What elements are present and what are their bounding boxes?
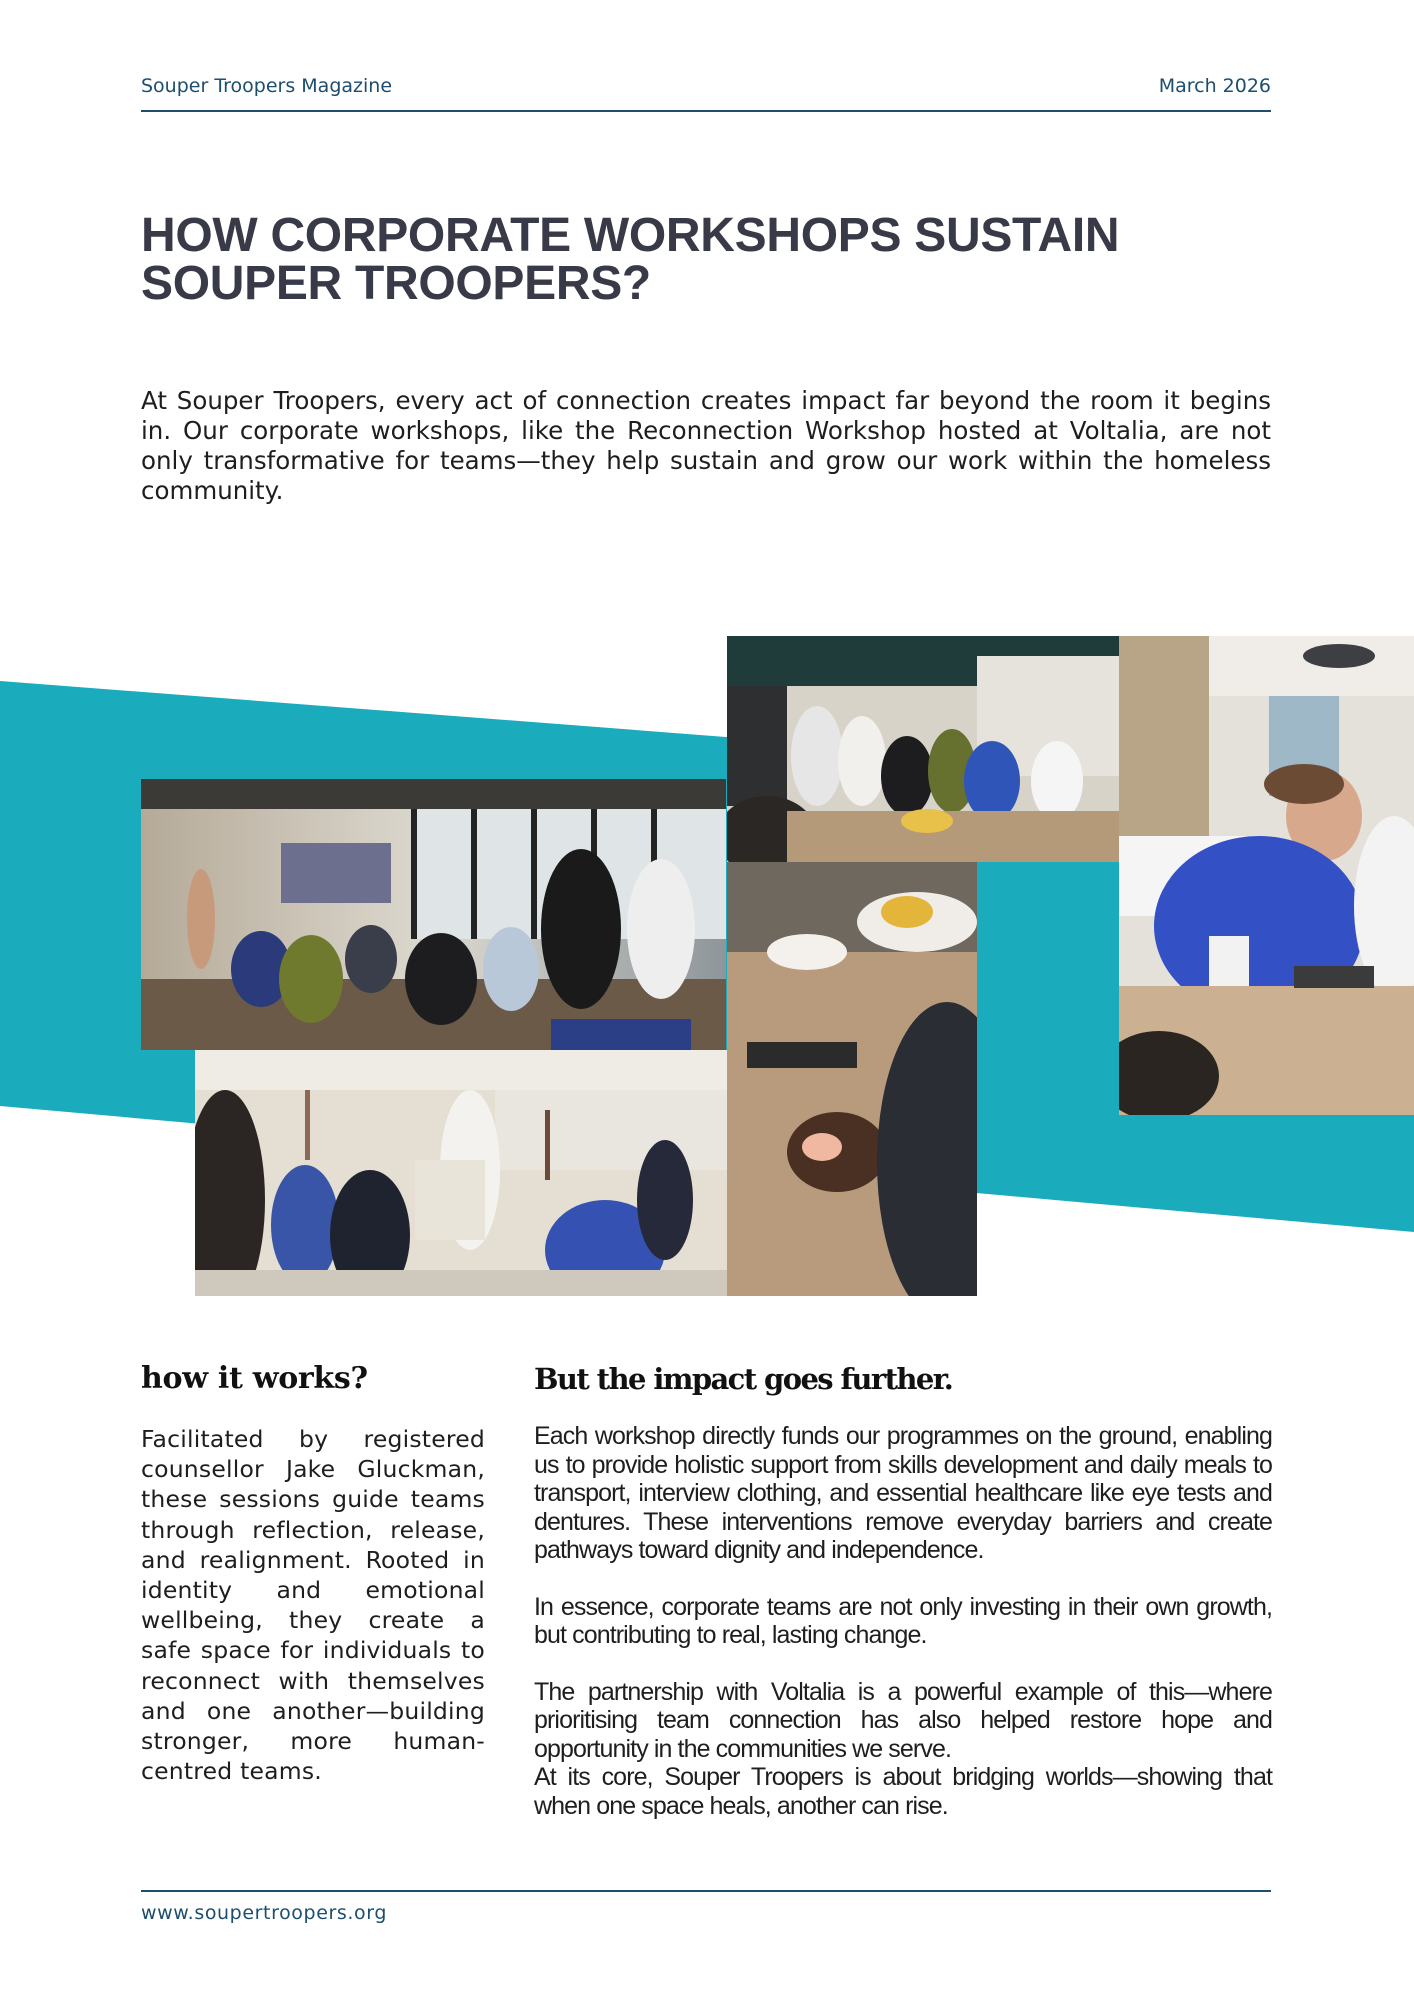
- photo-hands-raised: [195, 1050, 727, 1296]
- impact-heading: But the impact goes further.: [534, 1362, 953, 1396]
- website-link[interactable]: www.soupertroopers.org: [141, 1902, 387, 1924]
- impact-paragraph-1: Each workshop directly funds our programmes on the ground, enabling us to provide holistic support from skills development and daily meals to transport, interview clothing, and essential healthcare like eye tests and dentures. These interventions remove everyday barriers and create pathways toward dignity and independence.: [534, 1422, 1272, 1564]
- how-it-works-body: Facilitated by registered counsellor Jake Gluckman, these sessions guide teams through reflection, release, and realignment. Rooted in identity and emotional wellbeing, they create a safe space for individuals to reconnect with themselves and one another—building stronger, more human-centred teams.: [141, 1425, 485, 1786]
- photo-team-seated: [727, 636, 1119, 862]
- how-it-works-section: [141, 1356, 485, 1786]
- impact-section: [534, 1356, 1272, 1820]
- title-line-1: HOW CORPORATE WORKSHOPS SUSTAIN: [141, 209, 1120, 262]
- how-it-works-heading: how it works?: [141, 1361, 368, 1396]
- photo-man-blue-polo: [1119, 636, 1414, 1115]
- impact-paragraph-3: The partnership with Voltalia is a powerful example of this—where prioritising team connection has also helped restore hope and opportunity in the communities we serve.: [534, 1677, 1272, 1763]
- page-footer: [141, 1890, 1271, 1924]
- title-line-2: SOUPER TROOPERS?: [141, 257, 651, 310]
- intro-paragraph: At Souper Troopers, every act of connection creates impact far beyond the room it begins in. Our corporate workshops, like the Reconnection Workshop hosted at Voltalia, are not only transformative for teams—they help sustain and grow our work within the homeless community.: [141, 386, 1271, 505]
- issue-date: March 2026: [1158, 75, 1271, 97]
- photo-hands-closeup: [727, 862, 977, 1296]
- impact-paragraph-2: In essence, corporate teams are not only investing in their own growth, but contributing to real, lasting change.: [534, 1592, 1272, 1649]
- impact-paragraph-4: At its core, Souper Troopers is about bridging worlds—showing that when one space heals, another can rise.: [534, 1763, 1272, 1820]
- photo-workshop-room: [141, 779, 726, 1050]
- publication-name: Souper Troopers Magazine: [141, 75, 393, 97]
